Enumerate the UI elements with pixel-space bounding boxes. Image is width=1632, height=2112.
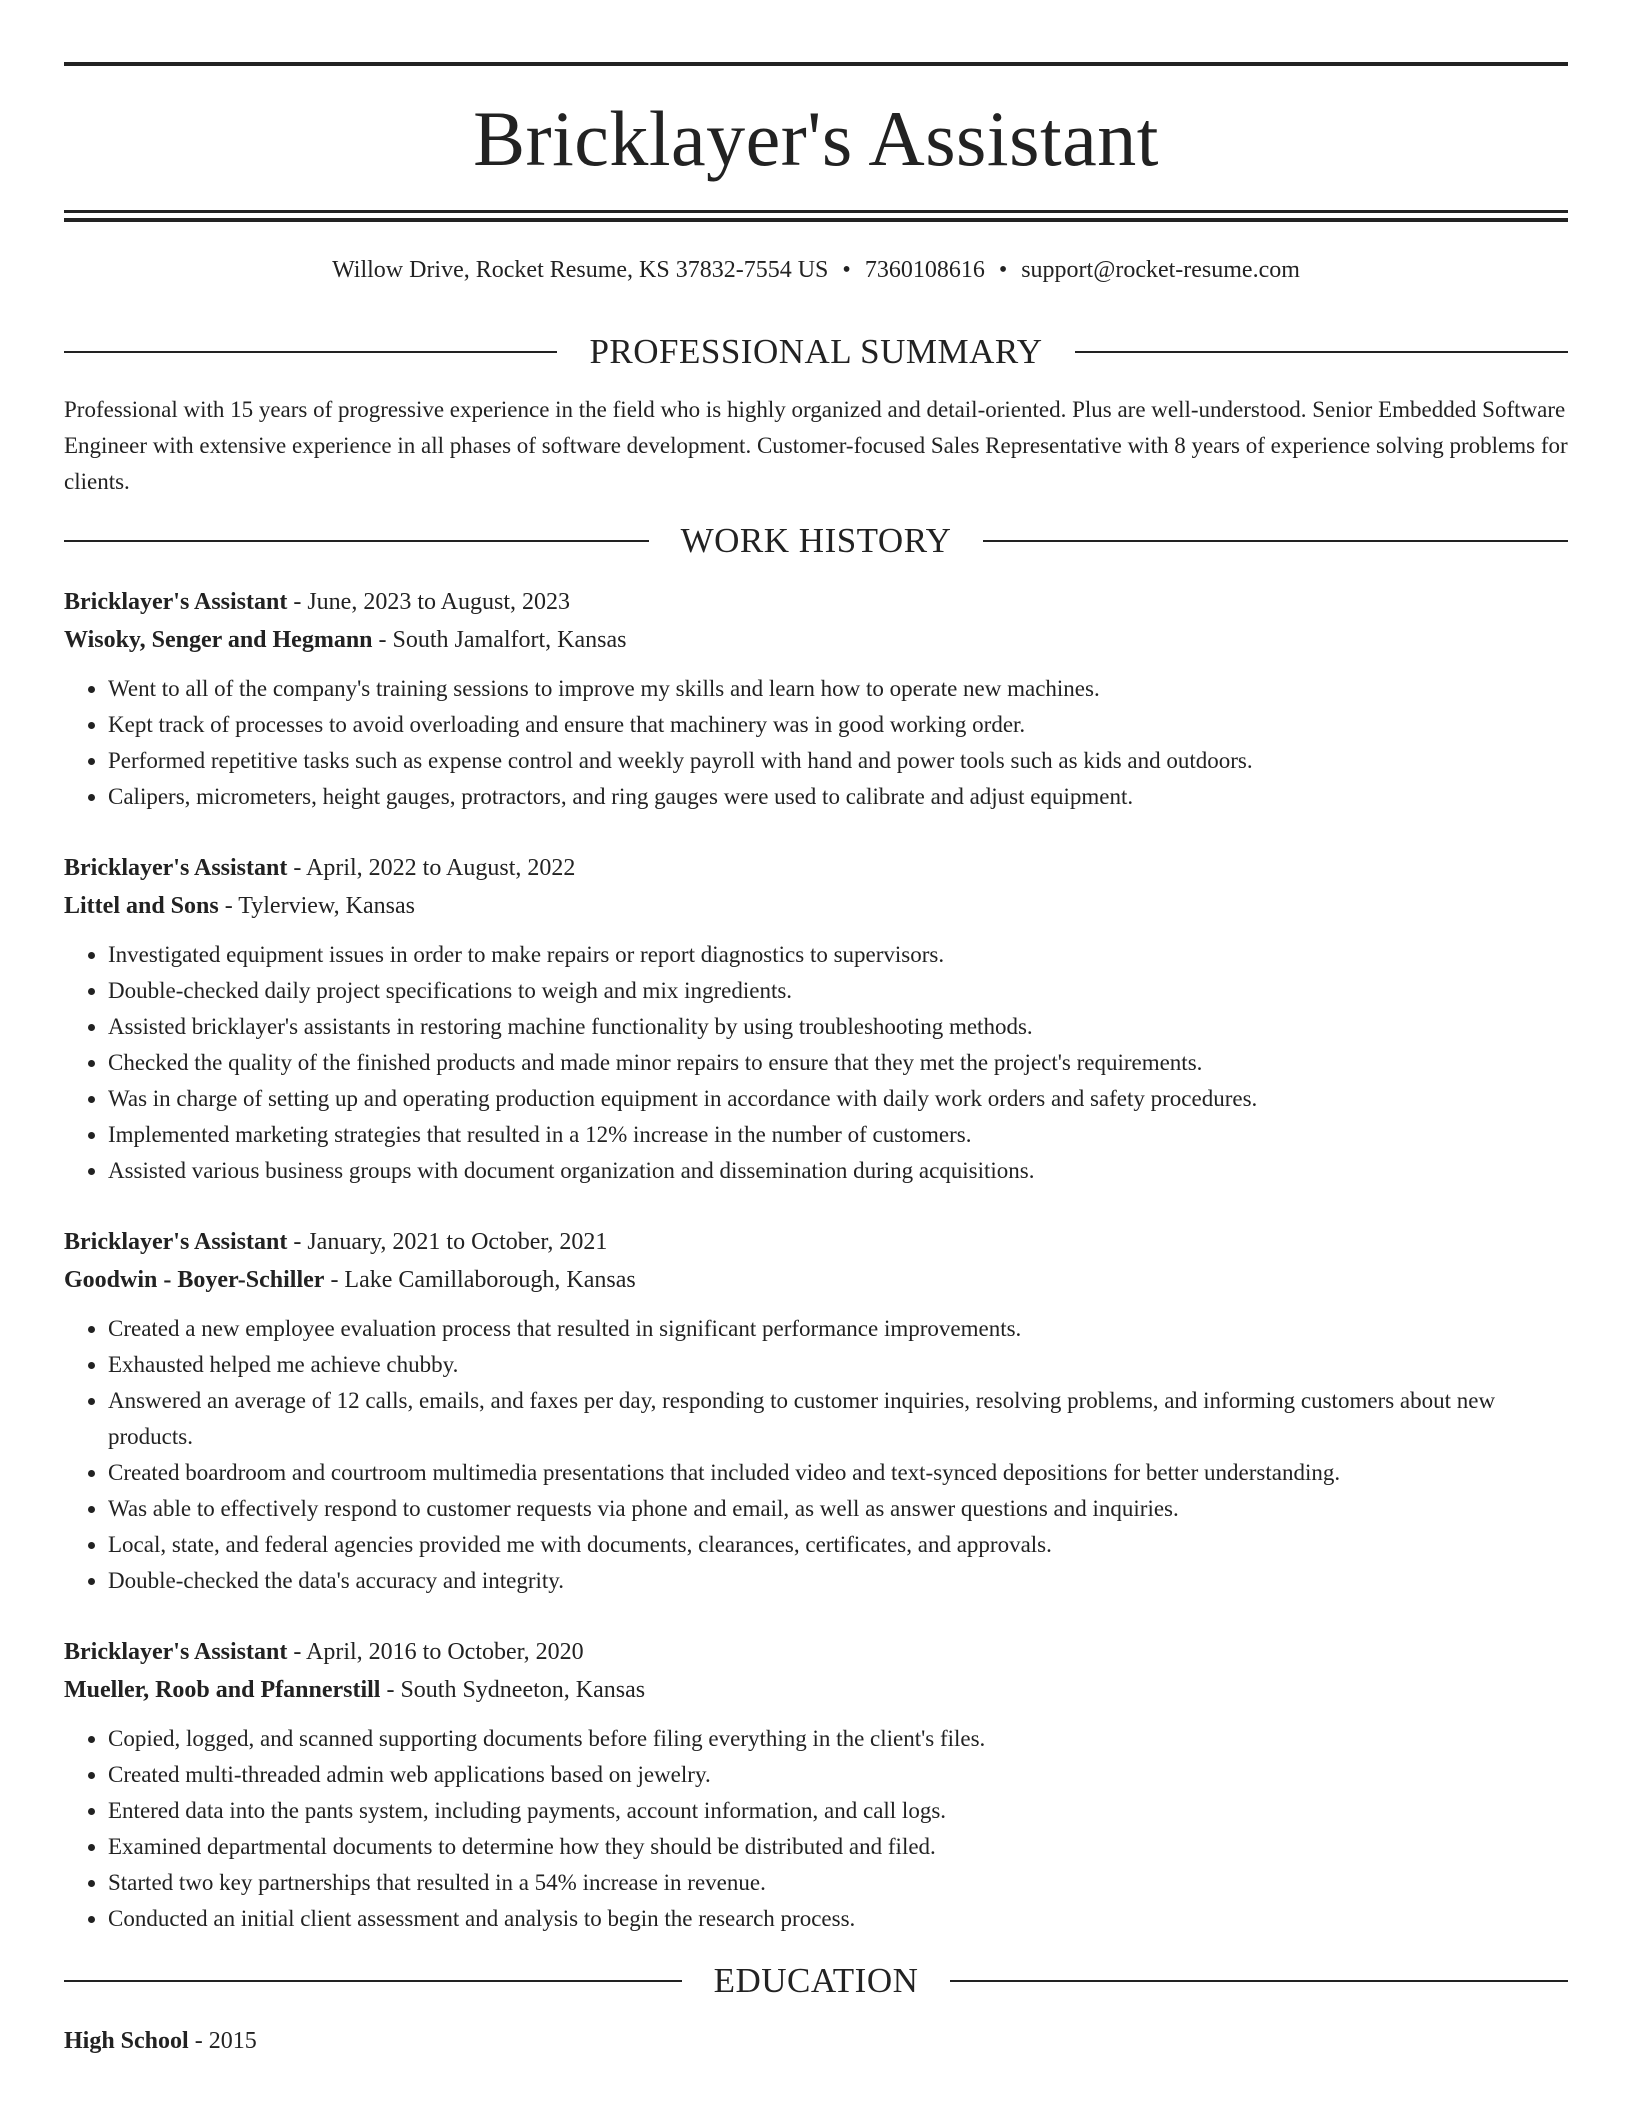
job-title-line: [64, 1633, 1568, 1671]
job-title: Bricklayer's Assistant: [64, 589, 288, 615]
job-location: - South Jamalfort, Kansas: [372, 627, 627, 653]
job-bullet: • Implemented marketing strategies that resulted in a 12% increase in the number of customers.: [108, 1117, 1568, 1153]
job-dates: - April, 2022 to August, 2022: [287, 855, 576, 881]
job-dates: - June, 2023 to August, 2023: [287, 589, 571, 615]
contact-line: [64, 258, 1568, 282]
header-double-rule: [64, 210, 1568, 222]
job-company: Mueller, Roob and Pfannerstill: [64, 1677, 381, 1703]
education-heading-text: EDUCATION: [713, 1961, 919, 2000]
heading-rule-left: [64, 540, 649, 542]
job-title-line: [64, 583, 1568, 621]
job-location: - South Sydneeton, Kansas: [380, 1677, 646, 1703]
job-bullet: • Assisted bricklayer's assistants in restoring machine functionality by using troubleshooting methods.: [108, 1009, 1568, 1045]
job-bullet: • Was able to effectively respond to customer requests via phone and email, as well as answer questions and inquiries.: [108, 1491, 1568, 1527]
job-entry: [64, 1223, 1568, 1599]
job-bullet: • Started two key partnerships that resulted in a 54% increase in revenue.: [108, 1865, 1568, 1901]
heading-rule-left: [64, 351, 557, 353]
job-entry: [64, 1633, 1568, 1937]
job-location: - Lake Camillaborough, Kansas: [324, 1267, 636, 1293]
job-title-line: [64, 849, 1568, 887]
job-entry: [64, 583, 1568, 815]
job-bullet: • Performed repetitive tasks such as expense control and weekly payroll with hand and power tools such as kids and outdoors.: [108, 743, 1568, 779]
job-bullet: • Created multi-threaded admin web applications based on jewelry.: [108, 1757, 1568, 1793]
job-bullet: • Copied, logged, and scanned supporting documents before filing everything in the client's files.: [108, 1721, 1568, 1757]
contact-separator: •: [998, 257, 1008, 283]
job-bullet: • Was in charge of setting up and operating production equipment in accordance with daily work orders and safety procedures.: [108, 1081, 1568, 1117]
job-bullet: • Entered data into the pants system, including payments, account information, and call logs.: [108, 1793, 1568, 1829]
job-bullet: • Checked the quality of the finished products and made minor repairs to ensure that they met the project's requirements.: [108, 1045, 1568, 1081]
education-heading: [64, 1963, 1568, 1998]
job-bullet: • Kept track of processes to avoid overloading and ensure that machinery was in good working order.: [108, 707, 1568, 743]
job-bullet-list: [64, 1311, 1568, 1599]
education-year: - 2015: [188, 2028, 257, 2054]
contact-separator: •: [842, 257, 851, 283]
work-history-heading: [64, 523, 1568, 558]
job-bullet: • Answered an average of 12 calls, emails, and faxes per day, responding to customer inquiries, resolving problems, and informing customers about new products.: [108, 1383, 1568, 1455]
job-bullet: • Double-checked the data's accuracy and integrity.: [108, 1563, 1568, 1599]
heading-rule-right: [1075, 351, 1568, 353]
job-company-line: [64, 887, 1568, 925]
heading-rule-right: [983, 540, 1568, 542]
summary-heading-text: PROFESSIONAL SUMMARY: [589, 332, 1043, 371]
job-entry: [64, 849, 1568, 1189]
top-rule: [64, 62, 1568, 66]
job-bullet: • Conducted an initial client assessment and analysis to begin the research process.: [108, 1901, 1568, 1937]
job-company: Goodwin - Boyer-Schiller: [64, 1267, 325, 1293]
job-bullet: • Went to all of the company's training sessions to improve my skills and learn how to operate new machines.: [108, 671, 1568, 707]
contact-email: support@rocket-resume.com: [1021, 257, 1300, 283]
job-company-line: [64, 1671, 1568, 1709]
work-history-list: [64, 583, 1568, 1937]
contact-phone: 7360108616: [864, 257, 985, 283]
job-bullet: • Exhausted helped me achieve chubby.: [108, 1347, 1568, 1383]
job-bullet-list: [64, 1721, 1568, 1937]
work-history-heading-text: WORK HISTORY: [680, 521, 952, 560]
contact-address: Willow Drive, Rocket Resume, KS 37832-7554 US: [332, 257, 829, 283]
job-title: Bricklayer's Assistant: [64, 855, 288, 881]
job-bullet: • Calipers, micrometers, height gauges, protractors, and ring gauges were used to calibrate and adjust equipment.: [108, 779, 1568, 815]
job-dates: - April, 2016 to October, 2020: [287, 1639, 584, 1665]
job-bullet: • Investigated equipment issues in order to make repairs or report diagnostics to supervisors.: [108, 937, 1568, 973]
job-location: - Tylerview, Kansas: [218, 893, 415, 919]
job-company-line: [64, 621, 1568, 659]
job-company: Wisoky, Senger and Hegmann: [64, 627, 373, 653]
summary-text: Professional with 15 years of progressive experience in the field who is highly organized and detail-oriented. Plus are well-understood. Senior Embedded Software Engineer with extensive experience in all phases of software development. Customer-focused Sales Representative with 8 years of experience solving problems for clients.: [64, 397, 1568, 494]
job-bullet-list: [64, 937, 1568, 1189]
job-company-line: [64, 1261, 1568, 1299]
education-entry: [64, 2022, 1568, 2060]
education-degree: High School: [64, 2028, 189, 2054]
summary-heading: [64, 334, 1568, 369]
job-bullet: • Local, state, and federal agencies provided me with documents, clearances, certificates, and approvals.: [108, 1527, 1568, 1563]
job-bullet: • Created boardroom and courtroom multimedia presentations that included video and text-synced depositions for better understanding.: [108, 1455, 1568, 1491]
job-bullet: • Double-checked daily project specifications to weigh and mix ingredients.: [108, 973, 1568, 1009]
job-bullet-list: [64, 671, 1568, 815]
job-bullet: • Assisted various business groups with document organization and dissemination during acquisitions.: [108, 1153, 1568, 1189]
job-bullet: • Created a new employee evaluation process that resulted in significant performance improvements.: [108, 1311, 1568, 1347]
job-company: Littel and Sons: [64, 893, 219, 919]
job-title: Bricklayer's Assistant: [64, 1229, 288, 1255]
candidate-name: Bricklayer's Assistant: [473, 95, 1159, 182]
job-title: Bricklayer's Assistant: [64, 1639, 288, 1665]
heading-rule-right: [950, 1980, 1568, 1982]
job-title-line: [64, 1223, 1568, 1261]
heading-rule-left: [64, 1980, 682, 1982]
job-bullet: • Examined departmental documents to determine how they should be distributed and filed.: [108, 1829, 1568, 1865]
job-dates: - January, 2021 to October, 2021: [287, 1229, 608, 1255]
